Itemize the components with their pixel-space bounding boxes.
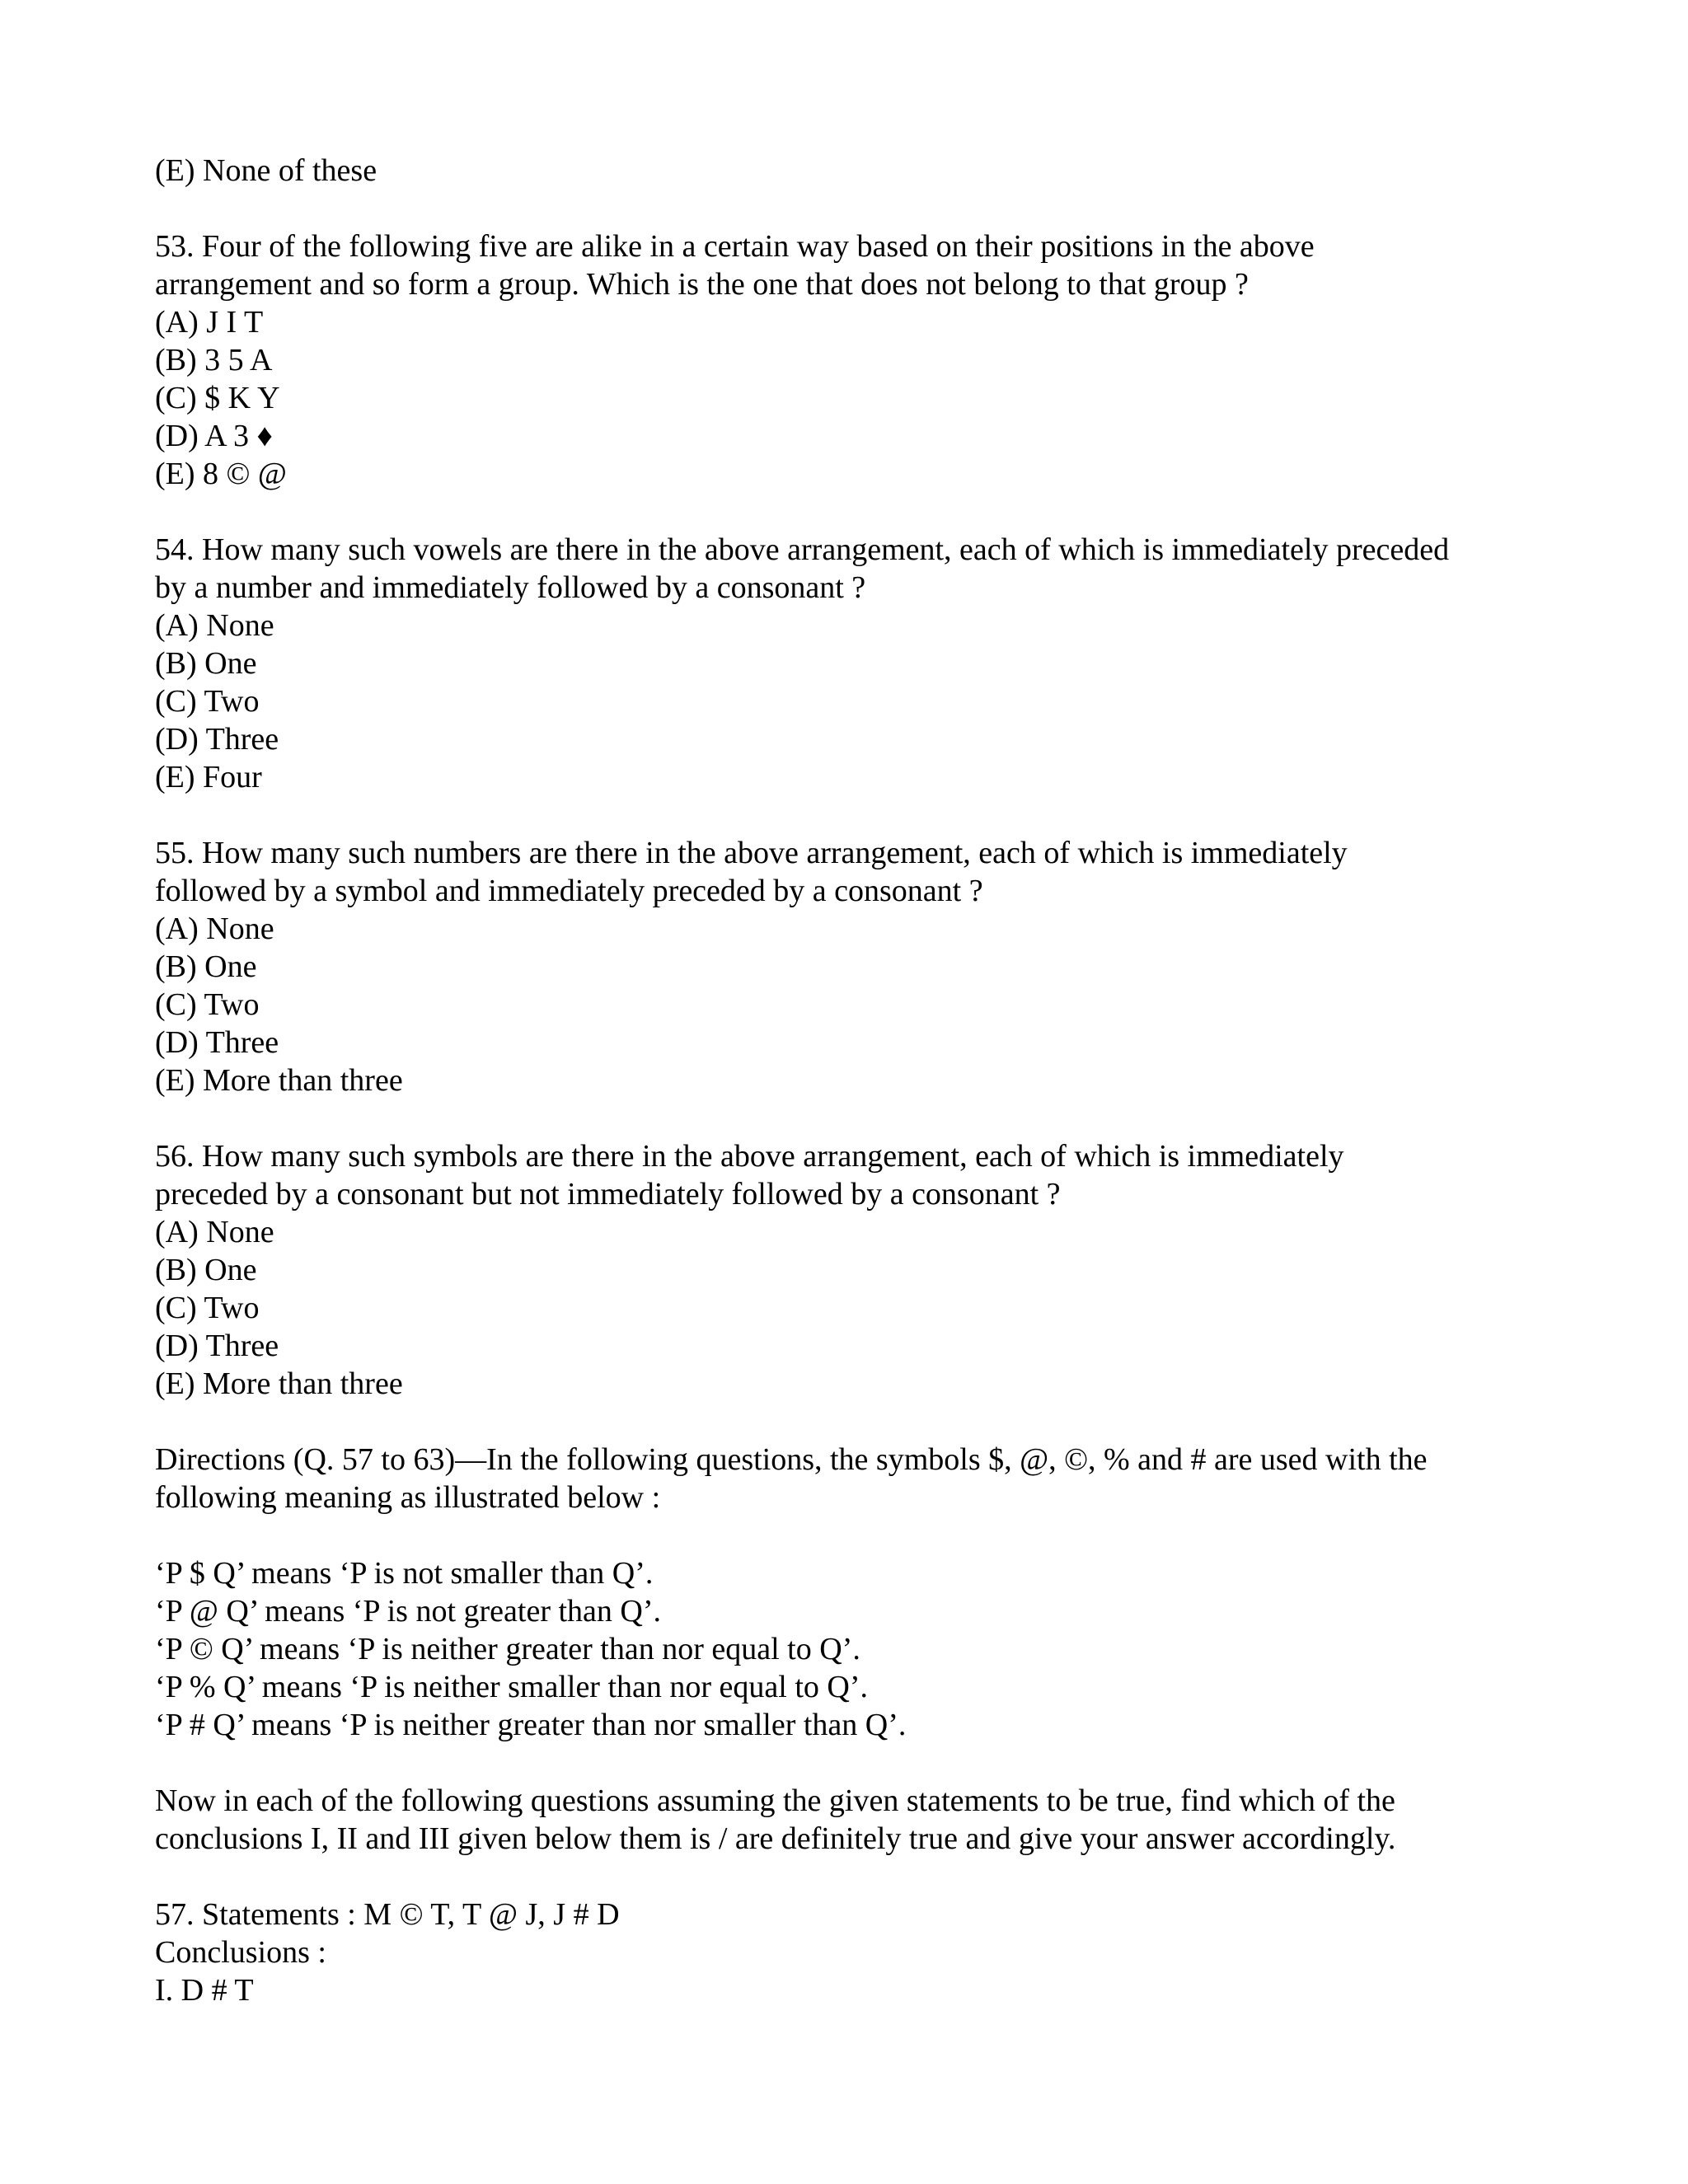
spacer — [155, 1858, 1556, 1896]
instruction-line2: conclusions I, II and III given below them is / are definitely true and give your answer accordingly. — [155, 1821, 1396, 1856]
q55-option-a: (A) None — [155, 912, 274, 946]
definition-hash: ‘P # Q’ means ‘P is neither greater than nor smaller than Q’. — [155, 1708, 907, 1742]
spacer — [155, 1403, 1556, 1441]
q57-conclusion-1: I. D # T — [155, 1973, 254, 2008]
q55-stem-line1: 55. How many such numbers are there in the above arrangement, each of which is immediately — [155, 836, 1348, 870]
q54-option-c: (C) Two — [155, 684, 260, 719]
q56-stem-line2: preceded by a consonant but not immediately followed by a consonant ? — [155, 1177, 1061, 1212]
definition-at: ‘P @ Q’ means ‘P is not greater than Q’. — [155, 1594, 661, 1629]
q54-stem-line1: 54. How many such vowels are there in the above arrangement, each of which is immediately preceded — [155, 532, 1450, 567]
definition-copyright: ‘P © Q’ means ‘P is neither greater than nor equal to Q’. — [155, 1632, 860, 1666]
q55-option-b: (B) One — [155, 949, 257, 984]
q54-option-e: (E) Four — [155, 760, 262, 794]
q53-option-a: (A) J I T — [155, 305, 264, 340]
q55-option-d: (D) Three — [155, 1025, 279, 1060]
spacer — [155, 493, 1556, 531]
lead-option: (E) None of these — [155, 153, 377, 188]
q53-option-b: (B) 3 5 A — [155, 343, 273, 377]
q54-option-a: (A) None — [155, 608, 274, 643]
q56-stem-line1: 56. How many such symbols are there in the above arrangement, each of which is immediately — [155, 1139, 1344, 1174]
document-page — [155, 152, 1556, 2009]
q53-option-d: (D) A 3 ♦ — [155, 419, 273, 453]
q55-option-c: (C) Two — [155, 987, 260, 1022]
q56-option-c: (C) Two — [155, 1291, 260, 1325]
q56-option-a: (A) None — [155, 1215, 274, 1249]
q54-option-d: (D) Three — [155, 722, 279, 757]
q54-option-b: (B) One — [155, 646, 257, 681]
q57-conclusions-label: Conclusions : — [155, 1935, 326, 1970]
definition-dollar: ‘P $ Q’ means ‘P is not smaller than Q’. — [155, 1556, 654, 1591]
q53-stem-line1: 53. Four of the following five are alike in a certain way based on their positions in the above — [155, 229, 1315, 264]
q57-statements: 57. Statements : M © T, T @ J, J # D — [155, 1897, 620, 1932]
spacer — [155, 796, 1556, 834]
spacer — [155, 1516, 1556, 1554]
q54-stem-line2: by a number and immediately followed by a consonant ? — [155, 570, 866, 605]
spacer — [155, 1744, 1556, 1782]
q53-stem-line2: arrangement and so form a group. Which is the one that does not belong to that group ? — [155, 267, 1249, 302]
directions-line1: Directions (Q. 57 to 63)—In the following questions, the symbols $, @, ©, % and # are used with the — [155, 1442, 1428, 1477]
q55-stem-line2: followed by a symbol and immediately preceded by a consonant ? — [155, 874, 983, 908]
q53-option-e: (E) 8 © @ — [155, 457, 287, 491]
q53-option-c: (C) $ K Y — [155, 381, 280, 415]
spacer — [155, 190, 1556, 227]
q55-option-e: (E) More than three — [155, 1063, 403, 1098]
directions-line2: following meaning as illustrated below : — [155, 1480, 661, 1515]
instruction-line1: Now in each of the following questions assuming the given statements to be true, find which of the — [155, 1783, 1395, 1818]
q56-option-b: (B) One — [155, 1253, 257, 1287]
spacer — [155, 1099, 1556, 1137]
q56-option-d: (D) Three — [155, 1329, 279, 1363]
definition-percent: ‘P % Q’ means ‘P is neither smaller than nor equal to Q’. — [155, 1670, 868, 1704]
q56-option-e: (E) More than three — [155, 1366, 403, 1401]
